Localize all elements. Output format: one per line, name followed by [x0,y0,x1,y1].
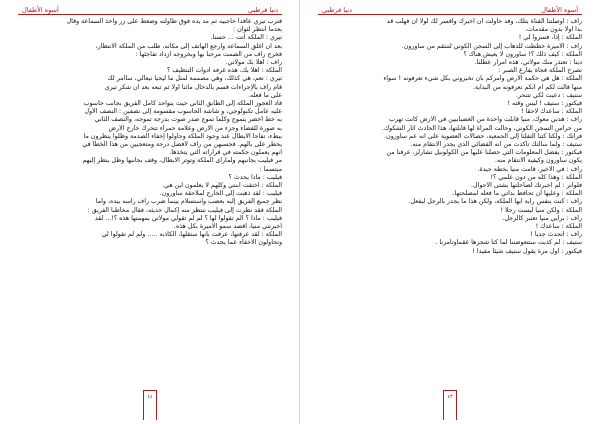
text-line: فلوانر : لم أخبرتك لصاحلتها بشتى الأحوال. [471,182,582,190]
text-line: الملكة : لقد عرفتها، عرفت بأنها ستقلها، الكاذبة ..... ولم لم تقولوا لي [101,231,282,239]
text-line: فيليب : لقد ذهبت إلى الخارج لملاحقة ساورون. [159,190,282,198]
text-line: بعدما انتظر لثوان : [232,26,282,34]
text-line: الملكة : أهلا بك، هذه غرفة أدوات التنظيف ؟ [166,67,282,75]
text-line: نظر جميع الفريق إليه بعضب واستسلام بينما ضرب راف رأسه بيده، وأما [95,198,282,206]
text-line: راف : الأميرة خططت للذهاب إلى السجن الكوني لتنتقم من ساورون. [401,42,582,50]
header-book-title: أسوه الأطفال [22,6,59,14]
text-line: فخرج راف من الصمت مرحبا بها وبخروجه أزداد تفاجئها : [135,50,282,58]
text-line: به خط أخضر يتموج وكلما تموج صدر صوت بدرجة تموجه، والنصف الثاني [94,116,282,124]
text-line: الملكة : وعليها أن تحافظ بذاتي ما فعله لمصلحتها. [452,190,582,198]
text-line: بعد أن أغلق السماعة وأرجع الهاتف إلى مكانه، طلب من الملكة الانتظار، [95,42,282,50]
header-book-title: أسوه الأطفال [541,6,578,14]
text-line: راف : أتحدث جديا ! [530,231,582,239]
text-line: الملكة : اختفت ابنتي وكلهم لا يعلمون أين هي. [162,182,282,190]
text-line: فيليب : ماذا يحدث ؟ [228,173,282,181]
text-line: أنهم يعملون حكمته في قراراته التي يتخذها. [169,149,282,157]
text-line: الملكة : وهذا كله من دون علمي ؟! [490,173,582,181]
text-line: مبتسما : [259,165,282,173]
page-number: ٤٣ [443,390,457,420]
text-line: أخبرتني منيا، أقصد سمو الأميرة بكل هذه. [173,223,282,231]
text-line: راف : برأيي منيا تعتبر كالرجل. [502,214,582,222]
text-line: ستيف : ولما سألتك تأكدت من أنه الفضائي الذي يجدر الانتقام منه. [410,141,582,149]
header-author: دنيا قرطبي [322,6,352,14]
text-line: راف : أهلا بك مولاتي. [225,59,282,67]
text-line: قترب تيري عاقدا حاجبيه ثم مد يده فوق طاولته وضغط على زر وأخذ السماعة وقال [66,18,282,25]
text-line: تيري : الملكة آتت ... حسنا. [210,34,282,42]
text-line: فيكتور : ستيف ! ليس وقته ! [507,100,582,108]
right-page [300,0,600,424]
text-line: الملكة : سأعدك لاحقا ! [521,108,582,116]
header-author: دنيا قرطبي [248,6,278,14]
text-line: راف : أوصلتنا القناة بتلك، وقد حاولت أن أخبرك وأقسر لك لولا أن فهلب قد [386,18,582,25]
text-line: قام راف بالإجراءات قسم بالدخال ماثنا أولا ثم تبعه بعد أن شكر تيري [104,83,282,91]
text-line: عليه عامل تكنولوجي، و شاشة الحاسوب مقسومة إلى نصفين : النصف الأول [84,108,282,116]
text-line: مر فيليب بجانبهم ولمارأى الملكة وتوتر الأبطال، وقف بجانبها وظل ينظر إليهم [82,157,282,165]
text-line: فيليب : ماذا ؟ ألم تقولوا لها ؟ لم لم تقولي مولاتي بمهمتها هذه ؟!... لقد [94,214,282,222]
text-line: فيكتور : يفضل المعلومات التي حصلنا عليها من الكولونيل تشارلز، عرفنا من [386,149,582,157]
text-line: راف : هدني معوك، منيا قابلت واحدة من الغضبانيين في الأرض كانت تهرب [389,116,582,124]
text-line: قاد العجوز الملكة إلى الطابق الثاني حيث يتواجد كامل الفريق بجانب حاسوب [83,100,282,108]
text-line: الملكة : ولكن منيا ليست رجلا ! [500,206,582,214]
text-line: ستيف : دعيت لكي تتنحر. [515,91,582,99]
page-header [18,2,282,15]
text-line: فرانك : ولكنا كتنا التقلنا إلى الجمعية، حصالات العضوية على أنه عم ساورون. [384,132,582,140]
text-line: ستيف : لم كذبت ستتعوضننا لما كتا شجرها عقماوتأمرنا . [435,239,582,247]
text-line: تصرخ الملكة فجأة بفارغ الصبر : [498,67,582,75]
text-line: من حراس السجن الكوني، وحالت المرأة لها قابلتها، هذا الحادث أثار الشكوك. [381,124,582,132]
text-line: الملكة : إذا، فسروا لي ! [518,34,582,42]
text-line: يكون ساورون وكيفية الانتقام منه. [494,157,582,165]
text-line: الملكة : كيف ذلك ؟! ساورون لا يعيش هناك ؟ [463,50,582,58]
text-line: ببطء، تفاجأ الأبطال عند وجود الملكة وحاولوا إخفاء الصدمة وظلوا ينظرون ما [83,132,282,140]
page-number: ٤٤ [143,390,157,420]
page-header [318,2,582,15]
text-line: راف : كنت بنفس راية أيها الملكة، ولكن هذا ما يجدر بالرجل ليفعل. [408,198,582,206]
text-line: راف : في الأخير، قامت منيا بخطة جيدة. [477,165,582,173]
text-line: الملكة فقد نظرت إلى فيليب تنتظر منه إكمال حديثه، فقال مخاطبا الفريق : [87,206,282,214]
text-line: بدأ أولا بدون مقدمات. [524,26,582,34]
text-line: يخطر على بالهم. فحسبهن من راف لأفضل درجة ومتعجبين من هذا الخطأ في [82,141,282,149]
text-line: الملكة : سأعدك ! [535,223,582,231]
text-line: وتحاولون الأخفاء عما يحدث ؟ [205,239,282,247]
text-line: دينا : تعتذر منك مولاتي، هذه أمرار عطلنا. [474,59,582,67]
text-line: الملكة : هل هي حكمة الأرض وأمركم بأن تخبروني بكل شيء تعرفونه ! سواء [383,75,582,83]
page-body [318,18,582,392]
text-line: به صورة للفضاء وجزء من الأرض وعلامة حمراء تتحرك خارج الأرض [108,124,282,132]
text-line: على ما فعله. [248,91,282,99]
text-line: تيري : نعم، هي كذلك، وهي مصممة لمثل ما ليحيا تيعالي، سأأمر لك [107,75,282,83]
text-line: فيكتور : أول مرة يقول ستيف شيئا مفيدا ! [472,247,582,255]
page-body [18,18,282,392]
text-line: منها قالت لكم أم أنكم تعرفونه من البداية. [472,83,582,91]
